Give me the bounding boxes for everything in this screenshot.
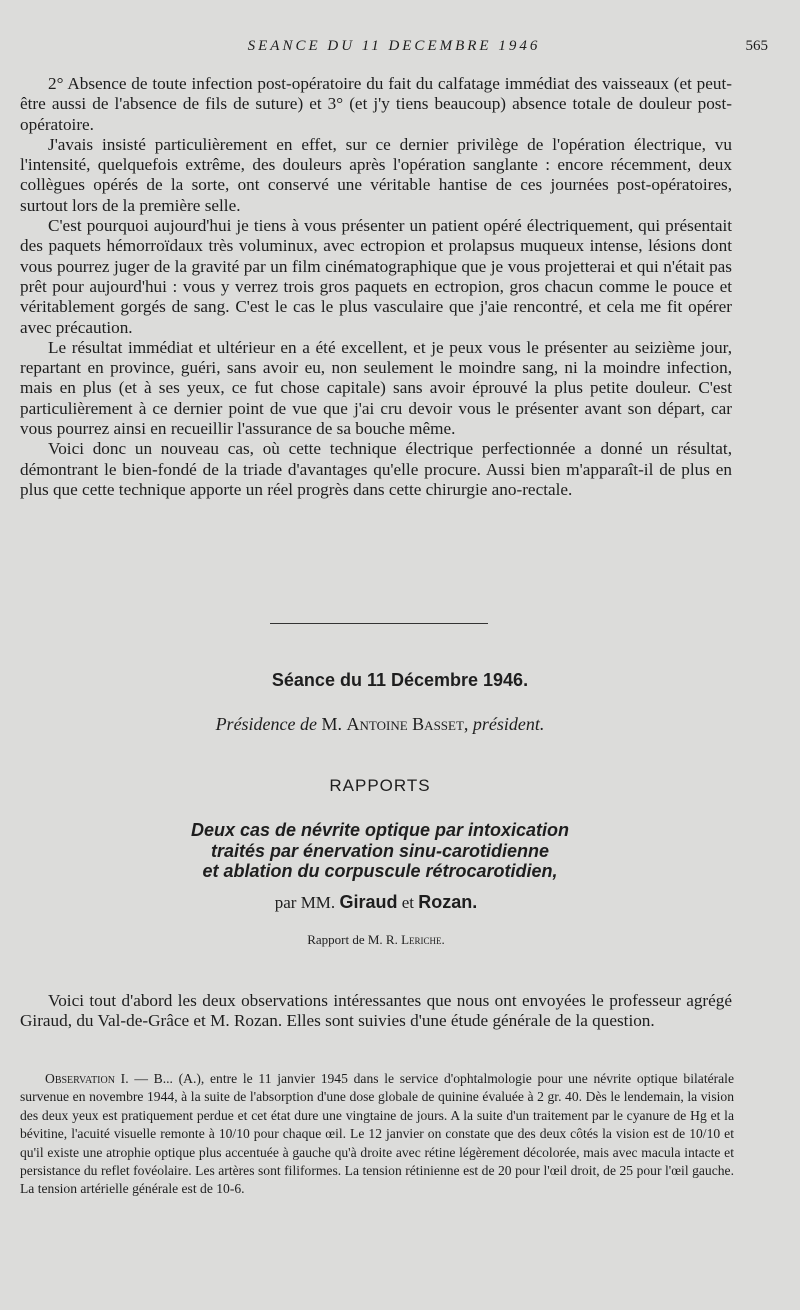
article-title-line: Deux cas de névrite optique par intoxication [190, 820, 570, 840]
article-authors [0, 892, 752, 913]
paragraph: Le résultat immédiat et ultérieur en a été excellent, et je peux vous le présenter au seizième jour, repartant en province, guéri, sans avoir eu, non seulement le moindre sang, ni la moindre infection, mais en plus (et à ses yeux, ce fut chose capitale) sans avoir éprouvé la plus petite douleur. C'est particulièrement à ce dernier point de vue que j'ai cru devoir vous le présenter avant son départ, car vous pourrez ainsi en recueillir l'assurance de sa bouche même. [20, 337, 732, 439]
president-name: Antoine Basset [346, 714, 464, 734]
rapport-line [0, 932, 752, 948]
presidence-prefix: Présidence de [215, 714, 318, 734]
observation-text: — B... (A.), entre le 11 janvier 1945 dans le service d'ophtalmologie pour une névrite optique bilatérale survenue en novembre 1944, à la suite de l'absorption d'une dose globale de quinine évaluée à 2 gr. 40. Dès le lendemain, la vision des deux yeux est pratiquement perdue et cet état dure une vingtaine de jours. A la suite d'un traitement par le cyanure de Hg et la bévitine, l'acuité visuelle remonte à 10/10 pour chaque œil. Le 12 janvier on constate que des deux côtés la vision est de 10/10 et qu'il existe une atrophie optique plus accentuée à gauche qu'à droite avec rétine légèrement décolorée, mais avec macula intacte et persistance du reflet fovéolaire. Les artères sont filiformes. La tension rétinienne est de 20 pour l'œil droit, de 25 pour l'œil gauche. La tension artérielle générale est de 10-6. [20, 1071, 734, 1197]
page-number: 565 [745, 38, 768, 54]
by-prefix: par MM. [274, 893, 336, 912]
seance-title: Séance du 11 Décembre 1946. [271, 670, 529, 690]
previous-article-text [20, 74, 732, 500]
article-title-line: traités par énervation sinu-carotidienne [210, 840, 550, 861]
article-title-line: et ablation du corpuscule rétrocarotidien, [202, 861, 558, 881]
conjunction: et [401, 893, 414, 912]
presidence-suffix: président. [472, 714, 545, 734]
author-name: Giraud [339, 892, 398, 912]
observation-paragraph [20, 1070, 734, 1199]
presidence-title: M. [321, 714, 343, 734]
paragraph: Voici donc un nouveau cas, où cette technique électrique perfectionnée a donné un résultat, démontrant le bien-fondé de la triade d'avantages qu'elle procure. Aussi bien m'apparaît-il de plus en plus que cette technique apporte un réel progrès dans cette chirurgie ano-rectale. [20, 439, 732, 499]
running-title: SEANCE DU 11 DECEMBRE 1946 [247, 38, 541, 54]
paragraph: C'est pourquoi aujourd'hui je tiens à vous présenter un patient opéré électriquement, qui présentait des paquets hémorroïdaux très voluminux, avec ectropion et prolapsus muqueux intense, lésions dont vous pourrez juger de la gravité par un film cinématographique que je vous projetterai et qui n'était pas prêt pour aujourd'hui : vous y verrez trois gros paquets en ectropion, gros chacun comme le pouce et véritablement gorgés de sang. C'est le cas le plus vasculaire que j'aie rencontré, et cela me fit opérer avec précaution. [20, 216, 732, 337]
paragraph: J'avais insisté particulièrement en effet, sur ce dernier privilège de l'opération électrique, vu l'intensité, quelquefois extrême, des douleurs après l'opération sanglante : encore récemment, deux collègues opérés de la sorte, ont conservé une véritable hantise de ces journées post-opératoires, surtout lors de la première selle. [20, 134, 732, 215]
paragraph: 2° Absence de toute infection post-opératoire du fait du calfatage immédiat des vaisseaux (et peut-être aussi de l'absence de fils de suture) et 3° (et j'y tiens beaucoup) absence totale de douleur post-opératoire. [20, 74, 732, 134]
intro-paragraph: Voici tout d'abord les deux observations intéressantes que nous ont envoyées le professeur agrégé Giraud, du Val-de-Grâce et M. Rozan. Elles sont suivies d'une étude générale de la question. [20, 991, 732, 1031]
rapport-prefix: Rapport de M. R. [307, 932, 398, 947]
author-name: Rozan. [418, 892, 478, 912]
presidence-line: Présidence de M. Antoine Basset, président. [215, 714, 545, 734]
running-header [20, 38, 768, 58]
observation-label: Observation I. [45, 1071, 129, 1086]
section-divider [270, 623, 488, 624]
rapporteur-name: Leriche. [401, 932, 445, 947]
article-title [0, 820, 760, 882]
section-heading: RAPPORTS [329, 776, 431, 795]
